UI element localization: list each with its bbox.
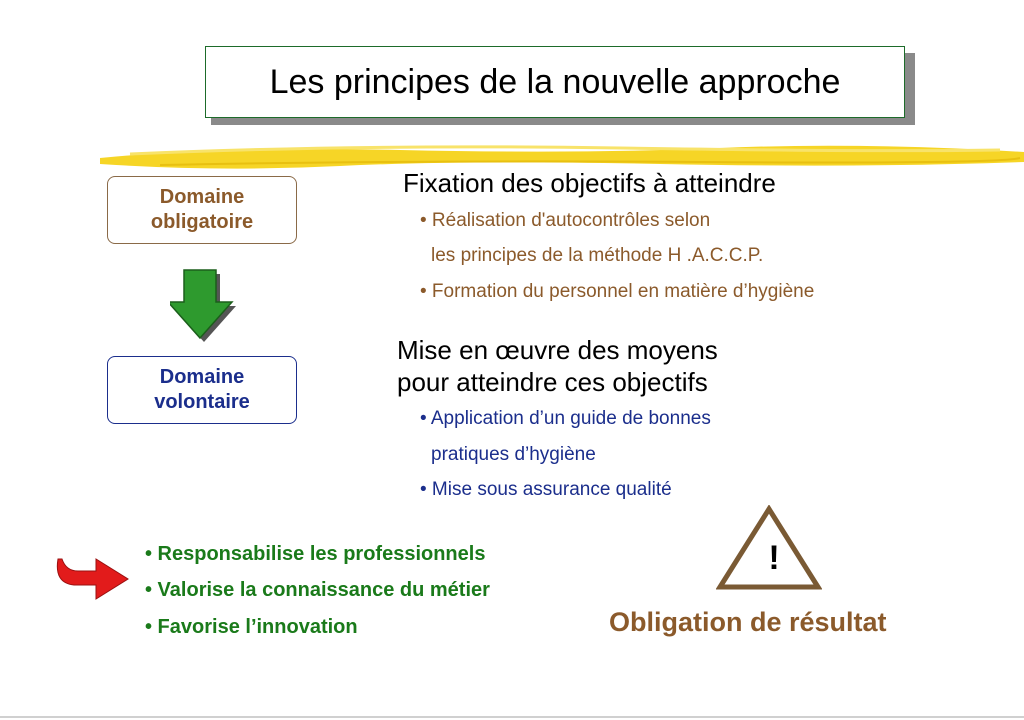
benefit-3: • Favorise l’innovation [145, 616, 358, 638]
warning-symbol: ! [768, 539, 780, 577]
section2-bullet-1: • Application d’un guide de bonnes [420, 408, 711, 429]
warning-text: Obligation de résultat [609, 607, 887, 637]
right-arrow-icon [52, 555, 132, 607]
section1-bullet-1-cont: les principes de la méthode H .A.C.C.P. [431, 245, 764, 266]
section1-bullet-1: • Réalisation d'autocontrôles selon [420, 210, 711, 231]
benefit-1: • Responsabilise les professionnels [145, 543, 486, 565]
domain-volontaire-line2: volontaire [154, 391, 250, 413]
domain-obligatoire-line1: Domaine [159, 186, 245, 208]
section2-bullet-2: • Mise sous assurance qualité [420, 479, 672, 500]
warning-triangle-icon [716, 505, 822, 591]
section2-heading-line2: pour atteindre ces objectifs [397, 367, 708, 397]
down-arrow-icon [170, 268, 240, 344]
section1-bullet-2: • Formation du personnel en matière d’hygiène [420, 281, 815, 302]
domain-volontaire-box [107, 356, 297, 424]
section2-heading-line1: Mise en œuvre des moyens [397, 335, 718, 365]
benefit-2: • Valorise la connaissance du métier [145, 579, 490, 601]
section1-heading: Fixation des objectifs à atteindre [403, 168, 776, 198]
domain-obligatoire-line2: obligatoire [150, 211, 254, 233]
bottom-divider [0, 716, 1024, 718]
domain-volontaire-line1: Domaine [159, 366, 245, 388]
section2-heading [397, 334, 718, 398]
slide-title: Les principes de la nouvelle approche [205, 46, 905, 118]
domain-obligatoire-box [107, 176, 297, 244]
section2-bullet-1-cont: pratiques d’hygiène [431, 444, 596, 465]
